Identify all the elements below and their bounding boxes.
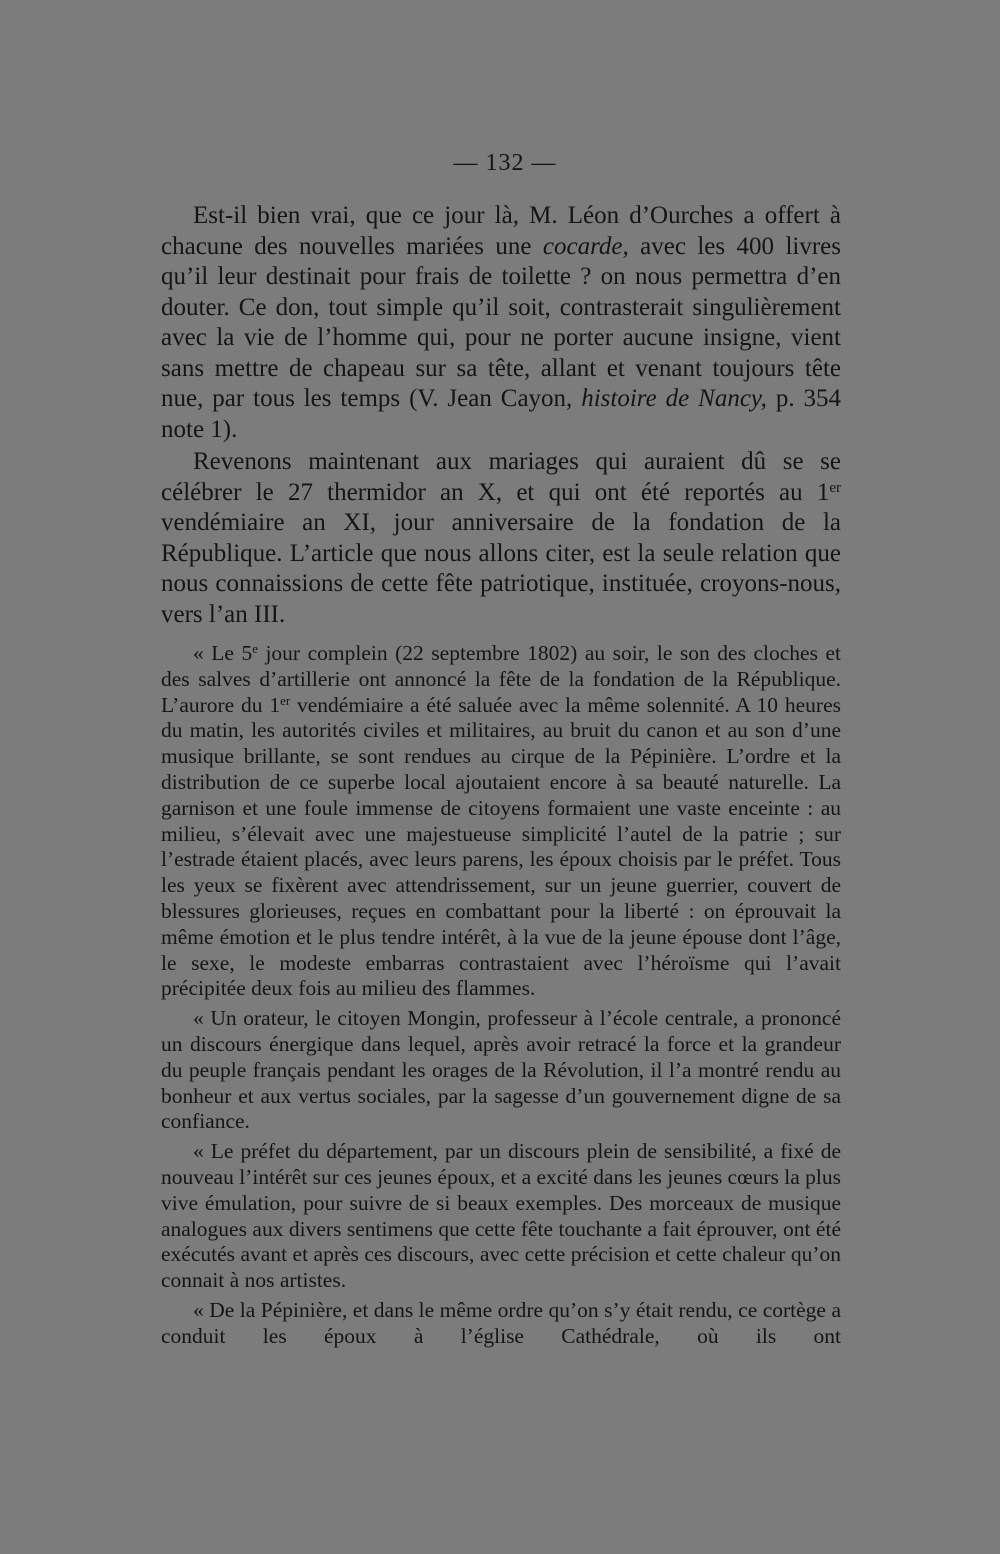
paragraph-2-text-b: vendémiaire an XI, jour anniversaire de la fondation de la République. L’article que nous allons citer, est la seule relation que nous connaissions de cette fête patriotique, instituée, croyons-nous, vers l’an III.: [161, 509, 841, 628]
quote-1-superscript-2: er: [280, 693, 291, 708]
paragraph-1: [161, 201, 841, 445]
quote-paragraph-1: [161, 641, 841, 1002]
quote-1-text-a: « Le 5: [193, 641, 253, 665]
paragraph-1-text-c: p. 354 note 1).: [161, 385, 841, 443]
quote-1-superscript-1: e: [252, 641, 258, 656]
paragraph-1-text-a: Est-il bien vrai, que ce jour là, M. Léon d’Ourches a offert à chacune des nouvelles mariées une: [161, 202, 841, 260]
quote-paragraph-2: « Un orateur, le citoyen Mongin, professeur à l’école centrale, a prononcé un discours énergique dans lequel, après avoir retracé la force et la grandeur du peuple français pendant les orages de la Révolution, il l’a montré rendu au bonheur et aux vertus sociales, par la sagesse d’un gouvernement digne de sa confiance.: [161, 1006, 841, 1134]
quote-paragraph-3: « Le préfet du département, par un discours plein de sensibilité, a fixé de nouveau l’intérêt sur ces jeunes époux, et a excité dans les jeunes cœurs la plus vive émulation, pour suivre de si beaux exemples. Des morceaux de musique analogues aux divers sentimens que cette fête touchante a fait éprouver, ont été exécutés avant et après ces discours, avec cette précision et cette chaleur qu’on connait à nos artistes.: [161, 1139, 842, 1293]
paragraph-2-superscript: er: [829, 479, 841, 496]
paragraph-1-italic-cocarde: cocarde,: [542, 232, 629, 260]
quote-1-text-c: vendémiaire a été saluée avec la même solennité. A 10 heures du matin, les autorités civiles et militaires, au bruit du canon et au son d’une musique brillante, se sont rendues au cirque de la Pépinière. L’ordre et la distribution de ce superbe local ajoutaient encore à sa beauté naturelle. La garnison et une foule immense de citoyens formaient une vaste enceinte : au milieu, s’élevait avec une majestueuse simplicité l’autel de la patrie ; sur l’estrade étaient placés, avec leurs parens, les époux choisis par le préfet. Tous les yeux se fixèrent avec attendrissement, sur un jeune guerrier, couvert de blessures glorieuses, reçues en combattant pour la liberté : on éprouvait la même émotion et le plus tendre intérêt, à la vue de la jeune épouse dont l’âge, le sexe, le modeste embarras contrastaient avec l’héroïsme qui l’avait précipitée deux fois au milieu des flammes.: [161, 692, 842, 1001]
main-text: [161, 201, 841, 630]
paragraph-1-italic-title: histoire de Nancy,: [581, 385, 767, 412]
paragraph-2: [161, 447, 841, 630]
paragraph-2-text-a: Revenons maintenant aux mariages qui auraient dû se se célébrer le 27 thermidor an X, et qui ont été reportés au 1: [161, 448, 841, 506]
quote-paragraph-4: « De la Pépinière, et dans le même ordre qu’on s’y était rendu, ce cortège a conduit les époux à l’église Cathédrale, où ils ont: [161, 1297, 841, 1348]
quoted-article: [161, 641, 841, 1350]
paragraph-1-text-b: avec les 400 livres qu’il leur destinait pour frais de toilette ? on nous permettra d’en douter. Ce don, tout simple qu’il soit, contrasterait singulièrement avec la vie de l’homme qui, pour ne porter aucune insigne, vient sans mettre de chapeau sur sa tête, allant et venant toujours tête nue, par tous les temps (V. Jean Cayon,: [161, 232, 841, 412]
quote-1-text-b: jour complein (22 septembre 1802) au soir, le son des cloches et des salves d’artillerie ont annoncé la fête de la fondation de la République. L’aurore du 1: [161, 641, 841, 717]
page-number: — 132 —: [453, 150, 557, 176]
